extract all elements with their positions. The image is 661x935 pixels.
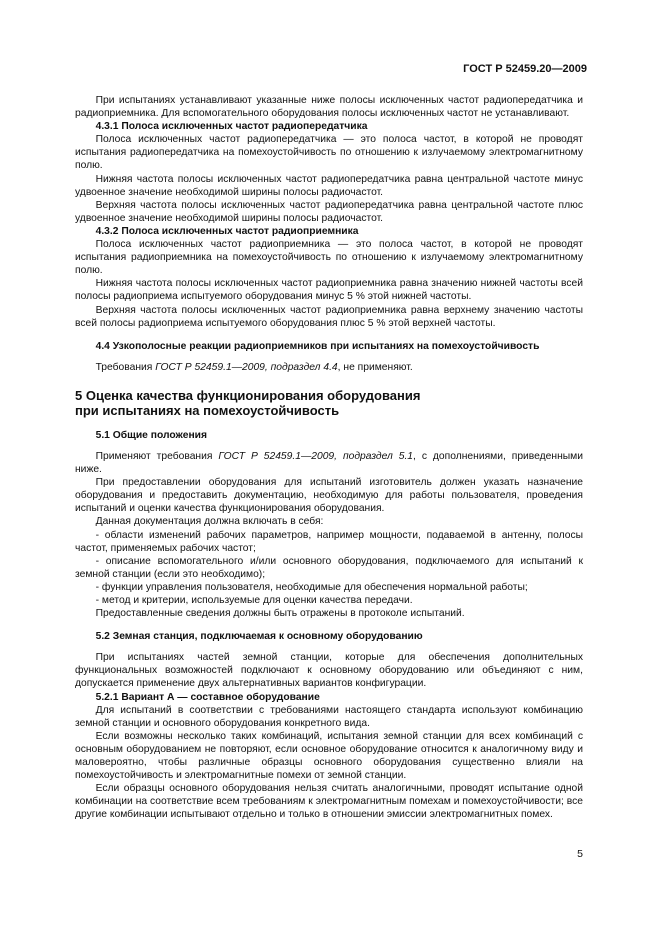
paragraph: При испытаниях устанавливают указанные ниже полосы исключенных частот радиопередатчика и радиоприемника. Для вспомогательного оборудования полосы исключенных частот не устанавливают. [75, 95, 583, 120]
paragraph: Полоса исключенных частот радиоприемника — это полоса частот, в которой не проводят испытания радиоприемника на помехоустойчивость по отношению к излучаемому электромагнитному полю. [75, 239, 583, 277]
paragraph: Верхняя частота полосы исключенных частот радиопередатчика равна центральной частоте плюс удвоенное значение необходимой ширины полосы радиочастот. [75, 199, 583, 224]
paragraph-reference: Применяют требования ГОСТ Р 52459.1—2009, подраздел 5.1, с дополнениями, приведенными ниже. [75, 450, 584, 476]
paragraph: Нижняя частота полосы исключенных частот радиопередатчика равна центральной частоте минус удвоенное значение необходимой ширины полосы радиочастот. [75, 173, 583, 198]
paragraph: Если образцы основного оборудования нельзя считать аналогичными, проводят испытание одной комбинации на соответствие всем требованиям к электромагнитным помехам и помехоустойчивости; все другие комбинации испытывают отдельно и только в отношении эмиссии электромагнитных помех. [75, 783, 583, 821]
paragraph: Верхняя частота полосы исключенных частот радиоприемника равна верхнему значению частоты всей полосы радиоприема испытуемого оборудования плюс 5 % этой верхней частоты. [75, 304, 583, 329]
standard-reference: ГОСТ Р 52459.1—2009, подраздел 4.4 [155, 361, 338, 373]
page-content [75, 94, 583, 822]
section-heading-5-2-1: 5.2.1 Вариант А — составное оборудование [95, 691, 320, 703]
paragraph: Для испытаний в соответствии с требованиями настоящего стандарта используют комбинацию земной станции и основного оборудования конкретного вида. [75, 704, 583, 729]
standard-header: ГОСТ Р 52459.20—2009 [463, 63, 587, 75]
standard-reference: ГОСТ Р 52459.1—2009, подраздел 5.1 [218, 450, 414, 462]
paragraph: При испытаниях частей земной станции, которые для обеспечения дополнительных функциональных возможностей подключают к основному оборудованию или объединяют с ним, допускается применение двух альтернативных вариантов конфигурации. [75, 652, 583, 690]
section-heading-5-1: 5.1 Общие положения [95, 429, 208, 441]
list-item: - метод и критерии, используемые для оценки качества передачи. [95, 595, 413, 606]
chapter-heading-5: 5 Оценка качества функционирования оборудования при испытаниях на помехоустойчивость [75, 387, 421, 419]
paragraph: Если возможны несколько таких комбинаций, испытания земной станции для всех комбинаций с основным оборудованием не повторяют, если основное оборудование относится к аналогичному виду и маловероятно, чтобы различные образцы основного оборудования существенно влияли на помехоустойчивость и электромагнитные помехи от земной станции. [75, 730, 583, 782]
paragraph-reference: Требования ГОСТ Р 52459.1—2009, подраздел 4.4, не применяют. [95, 361, 413, 373]
section-heading-5-2: 5.2 Земная станция, подключаемая к основному оборудованию [95, 631, 423, 643]
page-number: 5 [577, 848, 583, 860]
list-item: - описание вспомогательного и/или основного оборудования, подключаемого для испытаний к земной станции (если это необходимо); [75, 555, 583, 580]
section-heading-4-3-2: 4.3.2 Полоса исключенных частот радиоприемника [95, 225, 359, 237]
list-item: - функции управления пользователя, необходимые для обеспечения нормальной работы; [95, 581, 528, 593]
section-heading-4-3-1: 4.3.1 Полоса исключенных частот радиопередатчика [95, 121, 368, 133]
paragraph: Данная документация должна включать в себя: [95, 516, 324, 528]
paragraph: Нижняя частота полосы исключенных частот радиоприемника равна значению нижней частоты всей полосы радиоприема испытуемого оборудования минус 5 % этой нижней частоты. [75, 278, 583, 303]
paragraph: При предоставлении оборудования для испытаний изготовитель должен указать назначение оборудования и предоставить документацию, необходимую для работы пользователя, проведения испытаний и оценки качества функционирования оборудования. [75, 477, 583, 515]
list-item: - области изменений рабочих параметров, например мощности, подаваемой в антенну, полосы частот, применяемых рабочих частот; [75, 529, 583, 554]
paragraph: Полоса исключенных частот радиопередатчика — это полоса частот, в которой не проводят испытания радиопередатчика на помехоустойчивость по отношению к излучаемому электромагнитному полю. [75, 134, 583, 172]
paragraph: Предоставленные сведения должны быть отражены в протоколе испытаний. [95, 608, 465, 620]
section-heading-4-4: 4.4 Узкополосные реакции радиоприемников при испытаниях на помехоустойчивость [95, 340, 540, 352]
